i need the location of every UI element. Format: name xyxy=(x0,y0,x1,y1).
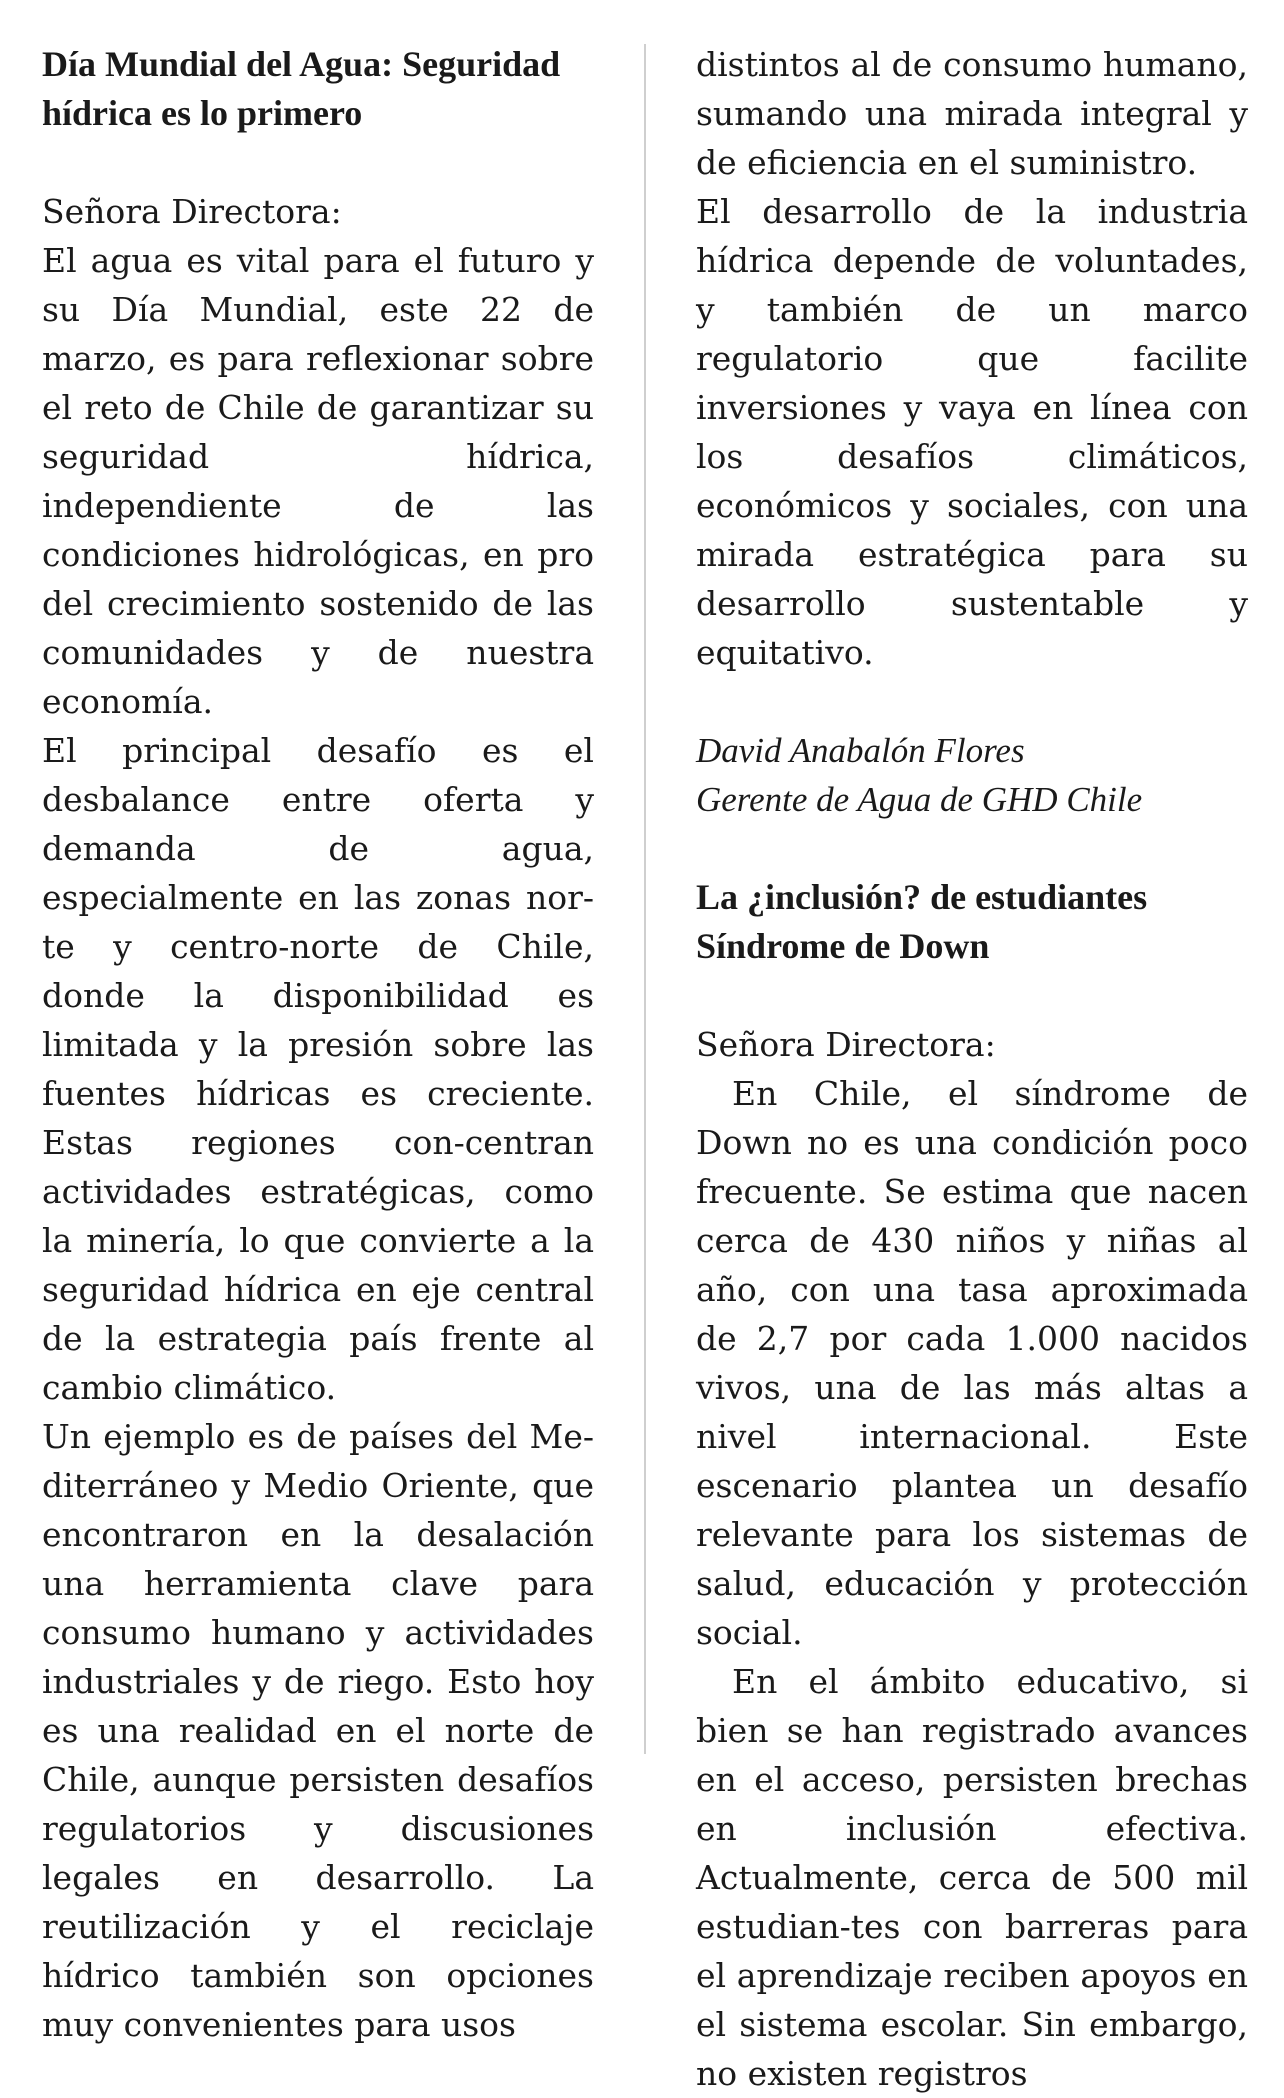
letter1-paragraph-4: El desarrollo de la industria hídrica depende de voluntades, y también de un marco regulatorio que facilite inversiones y vaya en línea con los desafíos climáticos, económicos y sociales, con una mirada estratégica para su desarrollo sustentable y equitativo. xyxy=(696,192,1248,672)
letter1-paragraph-3-continued: distintos al de consumo humano, sumando una mirada integral y de eficiencia en el suministro. xyxy=(696,45,1248,182)
right-column xyxy=(696,40,1248,2098)
spacer xyxy=(696,824,1248,873)
letter2-headline: La ¿inclusión? de estudiantes Síndrome de Down xyxy=(696,877,1148,966)
letter2-paragraph-1: En Chile, el síndrome de Down no es una condición poco frecuente. Se estima que nacen cerca de 430 niños y niñas al año, con una tasa aproximada de 2,7 por cada 1.000 nacidos vivos, una de las más altas a nivel internacional. Este escenario plantea un desafío relevante para los sistemas de salud, educación y protección social. xyxy=(696,1074,1248,1652)
left-column xyxy=(42,40,594,2049)
letter1-paragraph-1: El agua es vital para el futuro y su Día Mundial, este 22 de marzo, es para reflexionar sobre el reto de Chile de garantizar su seguridad hídrica, independiente de las condiciones hidrológicas, en pro del crecimiento sostenido de las comunidades y de nuestra economía. xyxy=(42,241,594,721)
letter1-paragraph-2: El principal desafío es el desbalance entre oferta y demanda de agua, especialmente en las zonas nor-te y centro-norte de Chile, donde la disponibilidad es limitada y la presión sobre las fuentes hídricas es creciente. Estas regiones con-centran actividades estratégicas, como la minería, lo que convierte a la seguridad hídrica en eje central de la estrategia país frente al cambio climático. xyxy=(42,731,594,1407)
spacer xyxy=(696,971,1248,1020)
column-divider xyxy=(644,44,646,1754)
letter1-headline: Día Mundial del Agua: Seguridad hídrica es lo primero xyxy=(42,44,561,133)
letter2-salutation: Señora Directora: xyxy=(696,1025,996,1064)
letter1-paragraph-3: Un ejemplo es de países del Me-diterráneo y Medio Oriente, que encontraron en la desalación una herramienta clave para consumo humano y actividades industriales y de riego. Esto hoy es una realidad en el norte de Chile, aunque persisten desafíos regulatorios y discusiones legales en desarrollo. La reutilización y el reciclaje hídrico también son opciones muy convenientes para usos xyxy=(42,1417,594,2044)
letter2-paragraph-2: En el ámbito educativo, si bien se han registrado avances en el acceso, persisten brechas en inclusión efectiva. Actualmente, cerca de 500 mil estudian-tes con barreras para el aprendizaje reciben apoyos en el sistema escolar. Sin embargo, no existen registros xyxy=(696,1662,1248,2093)
letter1-author-role: Gerente de Agua de GHD Chile xyxy=(696,780,1143,819)
spacer xyxy=(696,677,1248,726)
letter1-author: David Anabalón Flores xyxy=(696,731,1025,770)
spacer xyxy=(42,138,594,187)
letter1-salutation: Señora Directora: xyxy=(42,192,342,231)
